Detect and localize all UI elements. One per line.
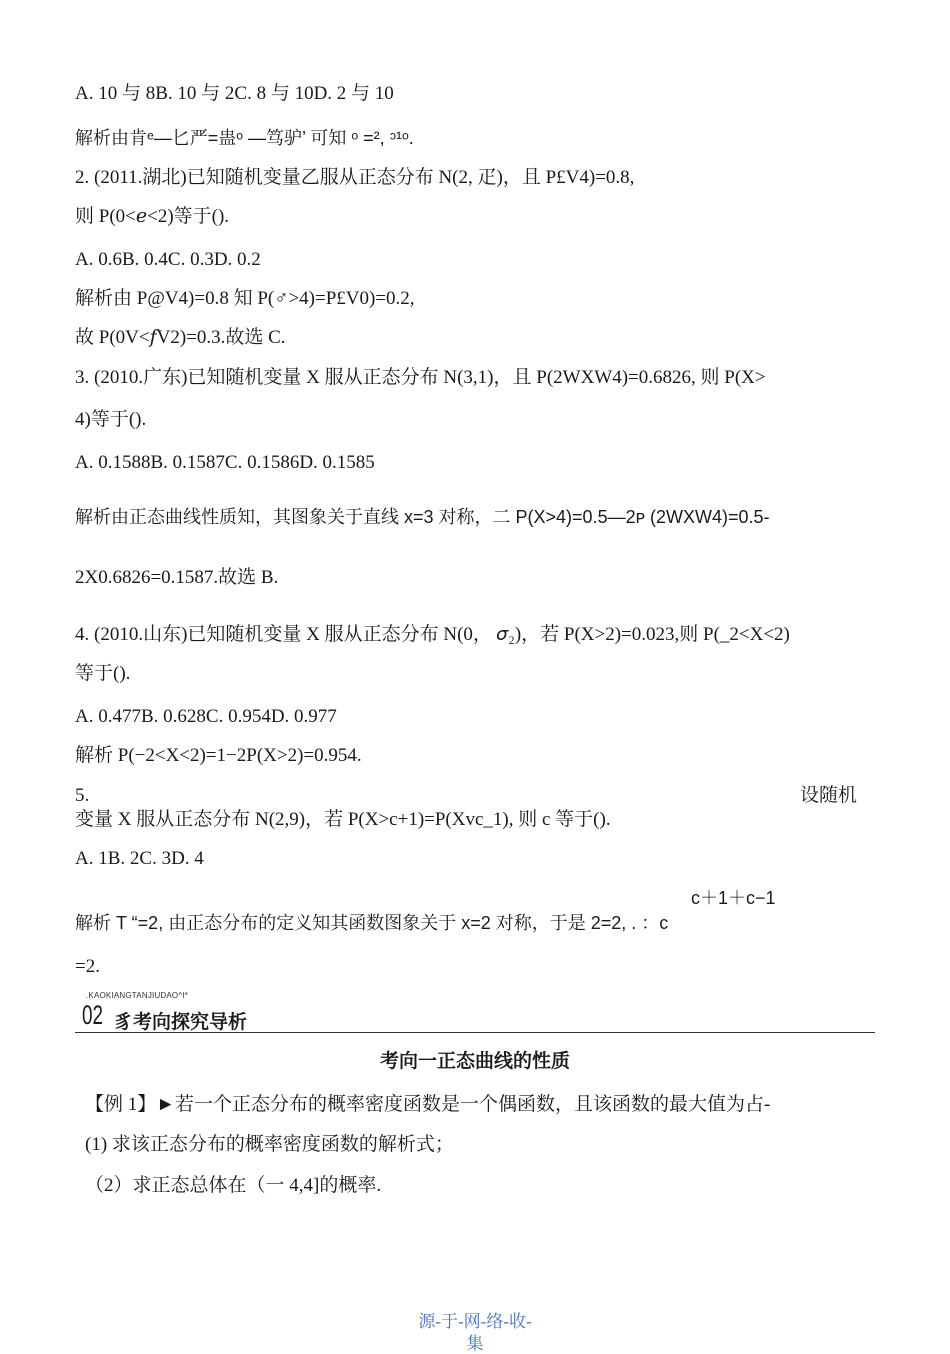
- question-3-cont: 4)等于().: [75, 409, 147, 430]
- subsection-title: 考向一正态曲线的性质: [379, 1051, 570, 1072]
- analysis-q5-cont: =2.: [75, 956, 100, 977]
- question-3: 3. (2010.广东)已知随机变量 X 服从正态分布 N(3,1)，且 P(2WXW4)=0.6826, 则 P(X>: [75, 367, 766, 388]
- analysis-q2: 解析由 P@V4)=0.8 知 P(♂>4)=P£V0)=0.2,: [75, 288, 415, 309]
- section-title: 豸考向探究导析: [114, 1012, 248, 1033]
- analysis-q3: 解析由正态曲线性质知，其图象关于直线 x=3 对称，二 P(X>4)=0.5—2ᴘ (2WXW4)=0.5-: [75, 507, 770, 527]
- question-2-cont: 则 P(0<ℯ<2)等于().: [75, 206, 230, 227]
- section-divider: [75, 1032, 875, 1033]
- example-1-part-1: (1) 求该正态分布的概率密度函数的解析式；: [85, 1134, 454, 1155]
- analysis-q3-cont: 2X0.6826=0.1587.故选 B.: [75, 567, 279, 588]
- question-5-start: 设随机: [800, 785, 858, 806]
- question-5-number: 5.: [75, 785, 90, 806]
- example-1-part-2: （2）求正态总体在（一 4,4]的概率.: [85, 1175, 382, 1196]
- options-q2: A. 0.6B. 0.4C. 0.3D. 0.2: [75, 249, 261, 270]
- section-tiny-label: .KAOKIANGTANJIUDAO^I*: [86, 991, 189, 1000]
- example-1: 【例 1】►若一个正态分布的概率密度函数是一个偶函数，且该函数的最大值为占-: [85, 1094, 771, 1115]
- options-q1: A. 10 与 8B. 10 与 2C. 8 与 10D. 2 与 10: [75, 83, 394, 104]
- analysis-q1: 解析由肯ᵉ—匕严=蛊ᵒ —笃驴’ 可知 ᵒ =², ᵓ¹ᵒ.: [75, 128, 414, 148]
- options-q5: A. 1B. 2C. 3D. 4: [75, 848, 204, 869]
- question-4: 4. (2010.山东)已知随机变量 X 服从正态分布 N(0， 𝜎₂)，若 P(X>2)=0.023,则 P(_2<X<2): [75, 624, 790, 645]
- analysis-q5: 解析 T “=2, 由正态分布的定义知其函数图象关于 x=2 对称，于是 2=2, . ：c: [75, 913, 669, 933]
- question-5: 变量 X 服从正态分布 N(2,9)，若 P(X>c+1)=P(Xvc_1), 则 c 等于().: [75, 809, 611, 830]
- options-q3: A. 0.1588B. 0.1587C. 0.1586D. 0.1585: [75, 452, 375, 473]
- analysis-q4: 解析 P(−2<X<2)=1−2P(X>2)=0.954.: [75, 745, 362, 766]
- fraction-numerator: c＋1＋c−1: [691, 888, 776, 908]
- footer-watermark: 源-于-网-络-收-: [418, 1312, 532, 1331]
- analysis-q2-cont: 故 P(0V<𝑓V2)=0.3.故选 C.: [75, 327, 286, 348]
- question-4-cont: 等于().: [75, 663, 131, 684]
- footer-watermark-cont: 集: [466, 1334, 484, 1353]
- options-q4: A. 0.477B. 0.628C. 0.954D. 0.977: [75, 706, 337, 727]
- question-2: 2. (2011.湖北)已知随机变量乙服从正态分布 N(2, 疋)，且 P£V4)=0.8,: [75, 167, 635, 188]
- section-number: 02: [82, 1000, 104, 1030]
